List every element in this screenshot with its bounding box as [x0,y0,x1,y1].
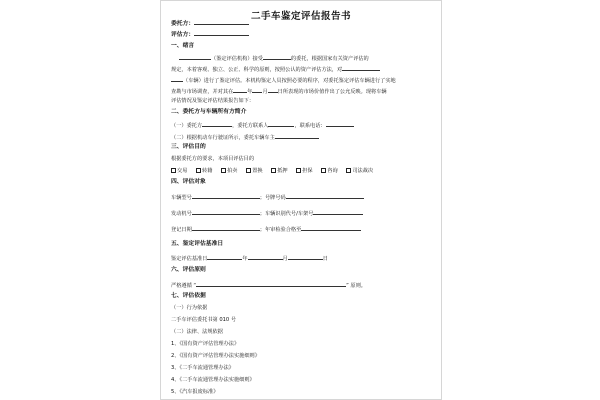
s2-text-2a: （二）根据机动车行驶证所示，委托车辆车主 [171,135,275,141]
s4-row-3 [171,225,361,234]
purpose-option[interactable]: 咨询 [321,168,337,174]
vin-field[interactable] [313,209,363,215]
checkbox[interactable] [246,168,251,173]
vehicle-model-field[interactable] [192,193,260,199]
appraiser-field[interactable] [194,30,249,36]
base-month-field[interactable] [248,254,283,260]
purpose-option[interactable]: 转籍 [196,168,212,174]
purpose-option[interactable]: 抵押 [271,168,287,174]
s7-item-3: （二）法律、法规依据 [171,329,223,335]
s1-line-3 [171,76,396,85]
s4-row-2 [171,209,363,218]
checkbox[interactable] [296,168,301,173]
s1-text-1b: 的委托，根据国家有关资产评估的 [290,56,369,62]
report-page [160,0,442,400]
inspection-valid-field[interactable] [301,225,361,231]
checkbox[interactable] [271,168,276,173]
law-list-item: 2、《国有资产评估管理办法实施细则》 [171,353,260,359]
base-day-field[interactable] [288,254,323,260]
vehicle-owner-field[interactable] [275,133,319,139]
page-title: 二手车鉴定评估报告书 [250,11,351,22]
s1-month-field[interactable] [252,87,262,93]
s4-text-3b: ；年审检验合格至 [259,227,302,233]
s6-line [171,281,366,290]
registration-date-field[interactable] [192,225,260,231]
s1-text-2a: 规定，本着客观、独立、公正、科学的原则，按照公认的资产评估方法，对 [171,67,343,73]
contact-person-field[interactable] [268,121,294,127]
s4-text-2a: 发动机号 [171,211,192,217]
section-4-heading: 四、评估对象 [171,179,206,185]
law-list-item: 3、《二手车流通管理办法》 [171,365,234,371]
s1-day-field[interactable] [268,87,278,93]
s6-text-b: ” 原则。 [346,283,366,289]
s1-text-3a: （车辆）进行了鉴定评估。本机构鉴定人员按照必要的程序，对委托鉴定评估车辆进行了实地 [183,78,396,84]
s4-text-1a: 车辆型号 [171,195,192,201]
engine-number-field[interactable] [192,209,260,215]
s1-year-field[interactable] [233,87,247,93]
client-name-field[interactable] [202,121,232,127]
s5-text-d: 日 [322,256,328,262]
checkbox[interactable] [321,168,326,173]
checkbox[interactable] [196,168,201,173]
s5-text-a: 鉴定评估基准日 [171,256,208,262]
appraiser-line [171,30,249,39]
s1-text-4d: 日所表现的市场价值作出了公允反映。现将车辆 [277,89,387,95]
s7-item-1: （一）行为依据 [171,305,208,311]
s1-text-4c: 月 [262,89,268,95]
law-list-item: 4、《二手车流通管理办法实施细则》 [171,377,255,383]
client-line [171,19,249,28]
purpose-option[interactable]: 交易 [171,168,187,174]
s1-line-2 [171,65,380,74]
purpose-option[interactable]: 司法裁决 [346,168,373,174]
section-3-heading: 三、评估目的 [171,144,206,150]
s1-line-1 [179,54,369,63]
client-field[interactable] [194,19,249,25]
purpose-options [171,168,380,175]
s2-line-2 [171,133,319,142]
section-5-heading: 五、鉴定评估基准日 [171,241,224,247]
s1-line-4 [171,87,387,96]
s2-line-1 [171,121,354,130]
principle-field[interactable] [196,281,346,287]
s5-line [171,254,328,263]
law-list-item: 5、《汽车报废标准》 [171,389,219,395]
section-2-heading: 二、委托方与车辆所有方简介 [171,109,247,115]
s4-row-1 [171,193,364,202]
s2-text-1c: ，联系电话： [294,123,326,129]
agency-field[interactable] [179,54,211,60]
s3-intro: 根据委托方的要求，本项目评估目的 [171,156,255,162]
s1-line-5: 评估情况及鉴定评估结果报告如下： [171,98,255,104]
purpose-option[interactable]: 拍卖 [221,168,237,174]
purpose-option[interactable]: 置换 [246,168,262,174]
s6-text-a: 严格遵循 “ [171,283,197,289]
base-year-field[interactable] [207,254,242,260]
s7-item-2: 二手车评估委托书第 010 号 [171,317,237,323]
law-list-item: 1、《国有资产评估管理办法》 [171,341,240,347]
s2-text-1b: ，委托方联系人 [232,123,269,129]
checkbox[interactable] [346,168,351,173]
s1-text-4a: 查勘与市场调查，并对其在 [171,89,234,95]
vehicle-name-field[interactable] [171,76,183,82]
section-7-heading: 七、评估依据 [171,293,206,299]
s2-text-1a: （一）委托方 [171,123,203,129]
appraiser-label: 评估方： [171,32,195,38]
s5-text-b: 年 [242,256,248,262]
contact-phone-field[interactable] [326,121,354,127]
s4-text-1b: ；号牌号码 [259,195,286,201]
s4-text-2b: ；车辆识别代号/车架号 [259,211,314,217]
client-label: 委托方： [171,21,195,27]
section-6-heading: 六、评估原则 [171,267,206,273]
plate-number-field[interactable] [286,193,364,199]
s1-text-4b: 年 [247,89,253,95]
checkbox[interactable] [221,168,226,173]
section-1-heading: 一、绪言 [171,43,195,49]
checkbox[interactable] [171,168,176,173]
purpose-option[interactable]: 担保 [296,168,312,174]
s5-text-c: 月 [282,256,288,262]
s1-text-1a: （鉴定评估机构）接受 [211,56,263,62]
vehicle-field[interactable] [342,65,380,71]
s4-text-3a: 登记日期 [171,227,192,233]
entrusting-party-field[interactable] [263,54,291,60]
